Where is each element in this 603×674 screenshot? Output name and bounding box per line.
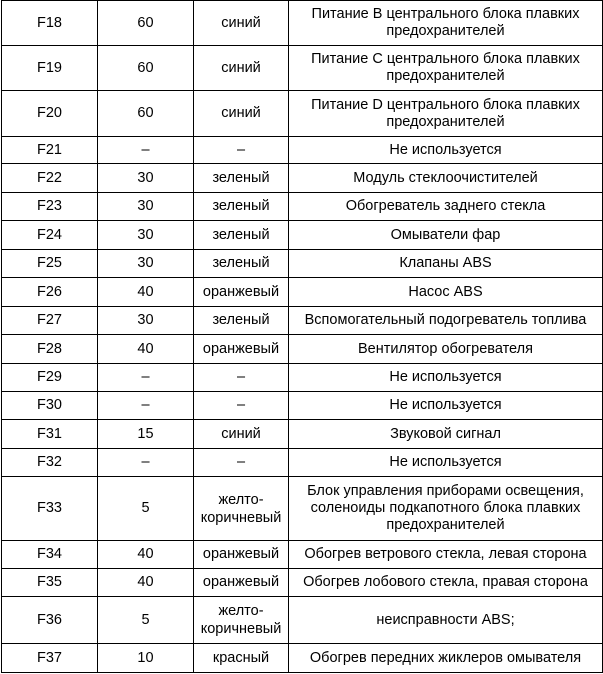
table-row <box>2 221 603 250</box>
table-row <box>2 193 603 221</box>
table-row <box>2 541 603 569</box>
fuse-number-cell: F36 <box>2 597 98 644</box>
fuse-amperage-cell: 30 <box>98 221 194 250</box>
fuse-amperage-cell: 40 <box>98 569 194 597</box>
fuse-description-cell: Омыватели фар <box>289 221 603 250</box>
table-row <box>2 137 603 164</box>
fuse-number-cell: F29 <box>2 364 98 392</box>
fuse-description-cell: Обогрев ветрового стекла, левая сторона <box>289 541 603 569</box>
fuse-table-body <box>2 1 603 673</box>
fuse-color-cell: синий <box>194 420 289 449</box>
fuse-number-cell: F35 <box>2 569 98 597</box>
fuse-number-cell: F20 <box>2 91 98 137</box>
fuse-number-cell: F22 <box>2 164 98 193</box>
table-row <box>2 597 603 644</box>
table-row <box>2 392 603 420</box>
fuse-description-cell: Звуковой сигнал <box>289 420 603 449</box>
fuse-amperage-cell: 30 <box>98 250 194 278</box>
fuse-color-cell: оранжевый <box>194 569 289 597</box>
fuse-description-cell: Блок управления приборами освещения, соленоиды подкапотного блока плавких предохранителей <box>289 477 603 541</box>
fuse-description-cell: Не используется <box>289 449 603 477</box>
fuse-number-cell: F27 <box>2 307 98 335</box>
fuse-amperage-cell: – <box>98 449 194 477</box>
fuse-color-cell: желто-коричневый <box>194 597 289 644</box>
fuse-color-cell: оранжевый <box>194 541 289 569</box>
table-row <box>2 250 603 278</box>
fuse-color-cell: оранжевый <box>194 278 289 307</box>
table-row <box>2 278 603 307</box>
fuse-description-cell: Вентилятор обогревателя <box>289 335 603 364</box>
fuse-description-cell: Обогреватель заднего стекла <box>289 193 603 221</box>
fuse-number-cell: F28 <box>2 335 98 364</box>
fuse-color-cell: синий <box>194 91 289 137</box>
fuse-amperage-cell: 10 <box>98 644 194 673</box>
fuse-amperage-cell: 15 <box>98 420 194 449</box>
fuse-number-cell: F23 <box>2 193 98 221</box>
fuse-amperage-cell: 40 <box>98 335 194 364</box>
fuse-amperage-cell: 5 <box>98 597 194 644</box>
fuse-number-cell: F30 <box>2 392 98 420</box>
fuse-amperage-cell: – <box>98 137 194 164</box>
fuse-description-cell: Насос ABS <box>289 278 603 307</box>
table-row <box>2 644 603 673</box>
fuse-number-cell: F32 <box>2 449 98 477</box>
table-row <box>2 1 603 46</box>
fuse-description-cell: Не используется <box>289 364 603 392</box>
fuse-color-cell: зеленый <box>194 221 289 250</box>
fuse-amperage-cell: 5 <box>98 477 194 541</box>
fuse-description-cell: Клапаны ABS <box>289 250 603 278</box>
fuse-description-cell: Питание В центрального блока плавких предохранителей <box>289 1 603 46</box>
fuse-description-cell: Не используется <box>289 137 603 164</box>
fuse-color-cell: – <box>194 364 289 392</box>
fuse-color-cell: зеленый <box>194 164 289 193</box>
fuse-color-cell: оранжевый <box>194 335 289 364</box>
fuse-number-cell: F37 <box>2 644 98 673</box>
fuse-amperage-cell: 60 <box>98 91 194 137</box>
fuse-number-cell: F21 <box>2 137 98 164</box>
fuse-color-cell: зеленый <box>194 307 289 335</box>
fuse-amperage-cell: 60 <box>98 1 194 46</box>
fuse-amperage-cell: 60 <box>98 46 194 91</box>
table-row <box>2 449 603 477</box>
table-row <box>2 477 603 541</box>
fuse-number-cell: F25 <box>2 250 98 278</box>
fuse-number-cell: F34 <box>2 541 98 569</box>
fuse-amperage-cell: 40 <box>98 278 194 307</box>
fuse-amperage-cell: 30 <box>98 164 194 193</box>
fuse-number-cell: F26 <box>2 278 98 307</box>
table-row <box>2 364 603 392</box>
fuse-color-cell: – <box>194 137 289 164</box>
fuse-color-cell: красный <box>194 644 289 673</box>
table-row <box>2 91 603 137</box>
fuse-number-cell: F19 <box>2 46 98 91</box>
fuse-description-cell: Питание D центрального блока плавких предохранителей <box>289 91 603 137</box>
fuse-number-cell: F24 <box>2 221 98 250</box>
fuse-amperage-cell: 30 <box>98 193 194 221</box>
table-row <box>2 569 603 597</box>
fuse-amperage-cell: – <box>98 392 194 420</box>
fuse-color-cell: желто-коричневый <box>194 477 289 541</box>
fuse-number-cell: F33 <box>2 477 98 541</box>
fuse-description-cell: Обогрев передних жиклеров омывателя <box>289 644 603 673</box>
table-row <box>2 420 603 449</box>
fuse-color-cell: зеленый <box>194 193 289 221</box>
fuse-description-cell: Обогрев лобового стекла, правая сторона <box>289 569 603 597</box>
fuse-number-cell: F18 <box>2 1 98 46</box>
fuse-description-cell: Питание С центрального блока плавких предохранителей <box>289 46 603 91</box>
fuse-table <box>1 0 603 673</box>
table-row <box>2 46 603 91</box>
fuse-color-cell: – <box>194 449 289 477</box>
fuse-number-cell: F31 <box>2 420 98 449</box>
fuse-amperage-cell: – <box>98 364 194 392</box>
fuse-color-cell: синий <box>194 46 289 91</box>
fuse-description-cell: Не используется <box>289 392 603 420</box>
table-row <box>2 164 603 193</box>
table-row <box>2 335 603 364</box>
fuse-amperage-cell: 30 <box>98 307 194 335</box>
fuse-color-cell: зеленый <box>194 250 289 278</box>
fuse-color-cell: – <box>194 392 289 420</box>
fuse-description-cell: Модуль стеклоочистителей <box>289 164 603 193</box>
fuse-amperage-cell: 40 <box>98 541 194 569</box>
fuse-description-cell: Вспомогательный подогреватель топлива <box>289 307 603 335</box>
fuse-description-cell: неисправности ABS; <box>289 597 603 644</box>
fuse-color-cell: синий <box>194 1 289 46</box>
table-row <box>2 307 603 335</box>
